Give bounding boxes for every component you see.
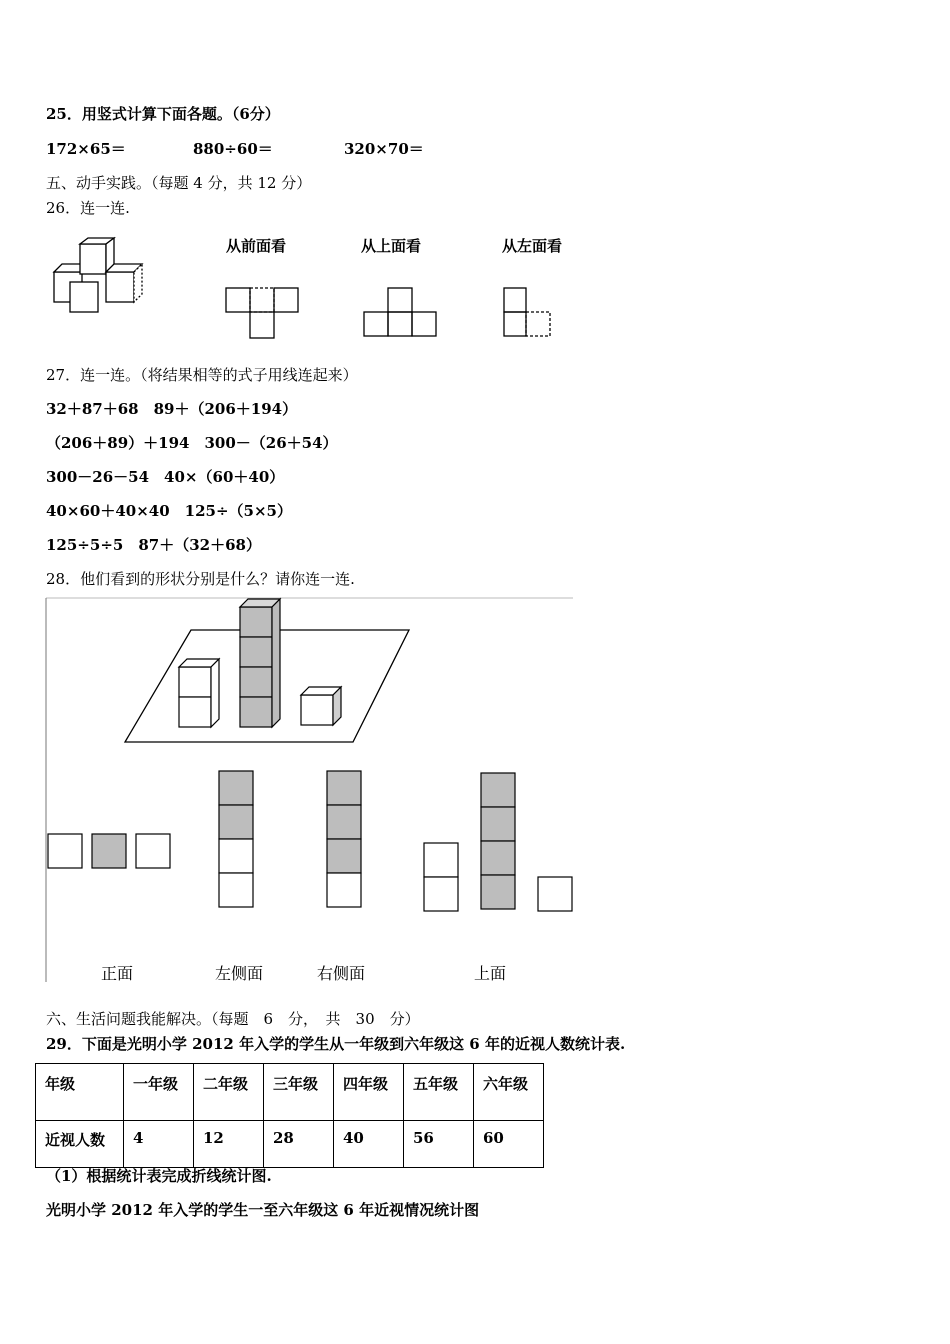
table-cell: 56 xyxy=(404,1121,474,1168)
q26-view-shape-2 xyxy=(362,286,442,346)
q25-title: 25．用竖式计算下面各题。（6分） xyxy=(46,105,280,123)
q26-view-top-label: 从上面看 xyxy=(361,237,422,255)
table-cell: 近视人数 xyxy=(36,1121,124,1168)
q26-title: 26．连一连. xyxy=(46,199,130,217)
table-cell: 28 xyxy=(264,1121,334,1168)
table-cell: 二年级 xyxy=(194,1064,264,1121)
table-cell: 三年级 xyxy=(264,1064,334,1121)
q27-row-2: （206＋89）＋194 300－（26＋54） xyxy=(46,434,338,452)
table-cell: 40 xyxy=(334,1121,404,1168)
q27-title: 27．连一连。（将结果相等的式子用线连起来） xyxy=(46,366,358,384)
table-row xyxy=(36,1121,544,1168)
table-row xyxy=(36,1064,544,1121)
section5-title: 五、动手实践。（每题 4 分，共 12 分） xyxy=(46,174,312,192)
q27-row-4: 40×60＋40×40 125÷（5×5） xyxy=(46,502,292,520)
q26-view-shape-1 xyxy=(225,286,305,346)
q27-row-1: 32＋87＋68 89＋（206＋194） xyxy=(46,400,298,418)
q29-stat-table xyxy=(35,1063,544,1168)
q28-label-right: 右侧面 xyxy=(317,964,366,983)
table-cell: 年级 xyxy=(36,1064,124,1121)
q28-label-left: 左侧面 xyxy=(215,964,264,983)
table-cell: 六年级 xyxy=(474,1064,544,1121)
section6-title: 六、生活问题我能解决。（每题 6 分， 共 30 分） xyxy=(46,1010,420,1028)
q25-expr-2: 880÷60＝ xyxy=(193,140,273,158)
q26-view-left-label: 从左面看 xyxy=(502,237,563,255)
q26-solid-figure xyxy=(50,236,150,326)
q28-scene-figure xyxy=(45,597,575,987)
q29-chart-title: 光明小学 2012 年入学的学生一至六年级这 6 年近视情况统计图 xyxy=(46,1201,480,1219)
table-cell: 五年级 xyxy=(404,1064,474,1121)
q25-expr-3: 320×70＝ xyxy=(344,140,424,158)
q26-view-shape-3 xyxy=(502,286,562,346)
q28-title: 28．他们看到的形状分别是什么？请你连一连. xyxy=(46,570,355,588)
table-cell: 一年级 xyxy=(124,1064,194,1121)
q29-title: 29．下面是光明小学 2012 年入学的学生从一年级到六年级这 6 年的近视人数统计表. xyxy=(46,1035,626,1053)
table-cell: 4 xyxy=(124,1121,194,1168)
q25-expr-1: 172×65＝ xyxy=(46,140,126,158)
table-cell: 12 xyxy=(194,1121,264,1168)
q27-row-5: 125÷5÷5 87＋（32＋68） xyxy=(46,536,261,554)
table-cell: 四年级 xyxy=(334,1064,404,1121)
q28-label-front: 正面 xyxy=(101,964,134,983)
table-cell: 60 xyxy=(474,1121,544,1168)
q26-view-front-label: 从前面看 xyxy=(226,237,287,255)
q28-label-top: 上面 xyxy=(474,964,507,983)
q27-row-3: 300－26－54 40×（60＋40） xyxy=(46,468,285,486)
q29-sub1: （1）根据统计表完成折线统计图. xyxy=(46,1167,272,1185)
